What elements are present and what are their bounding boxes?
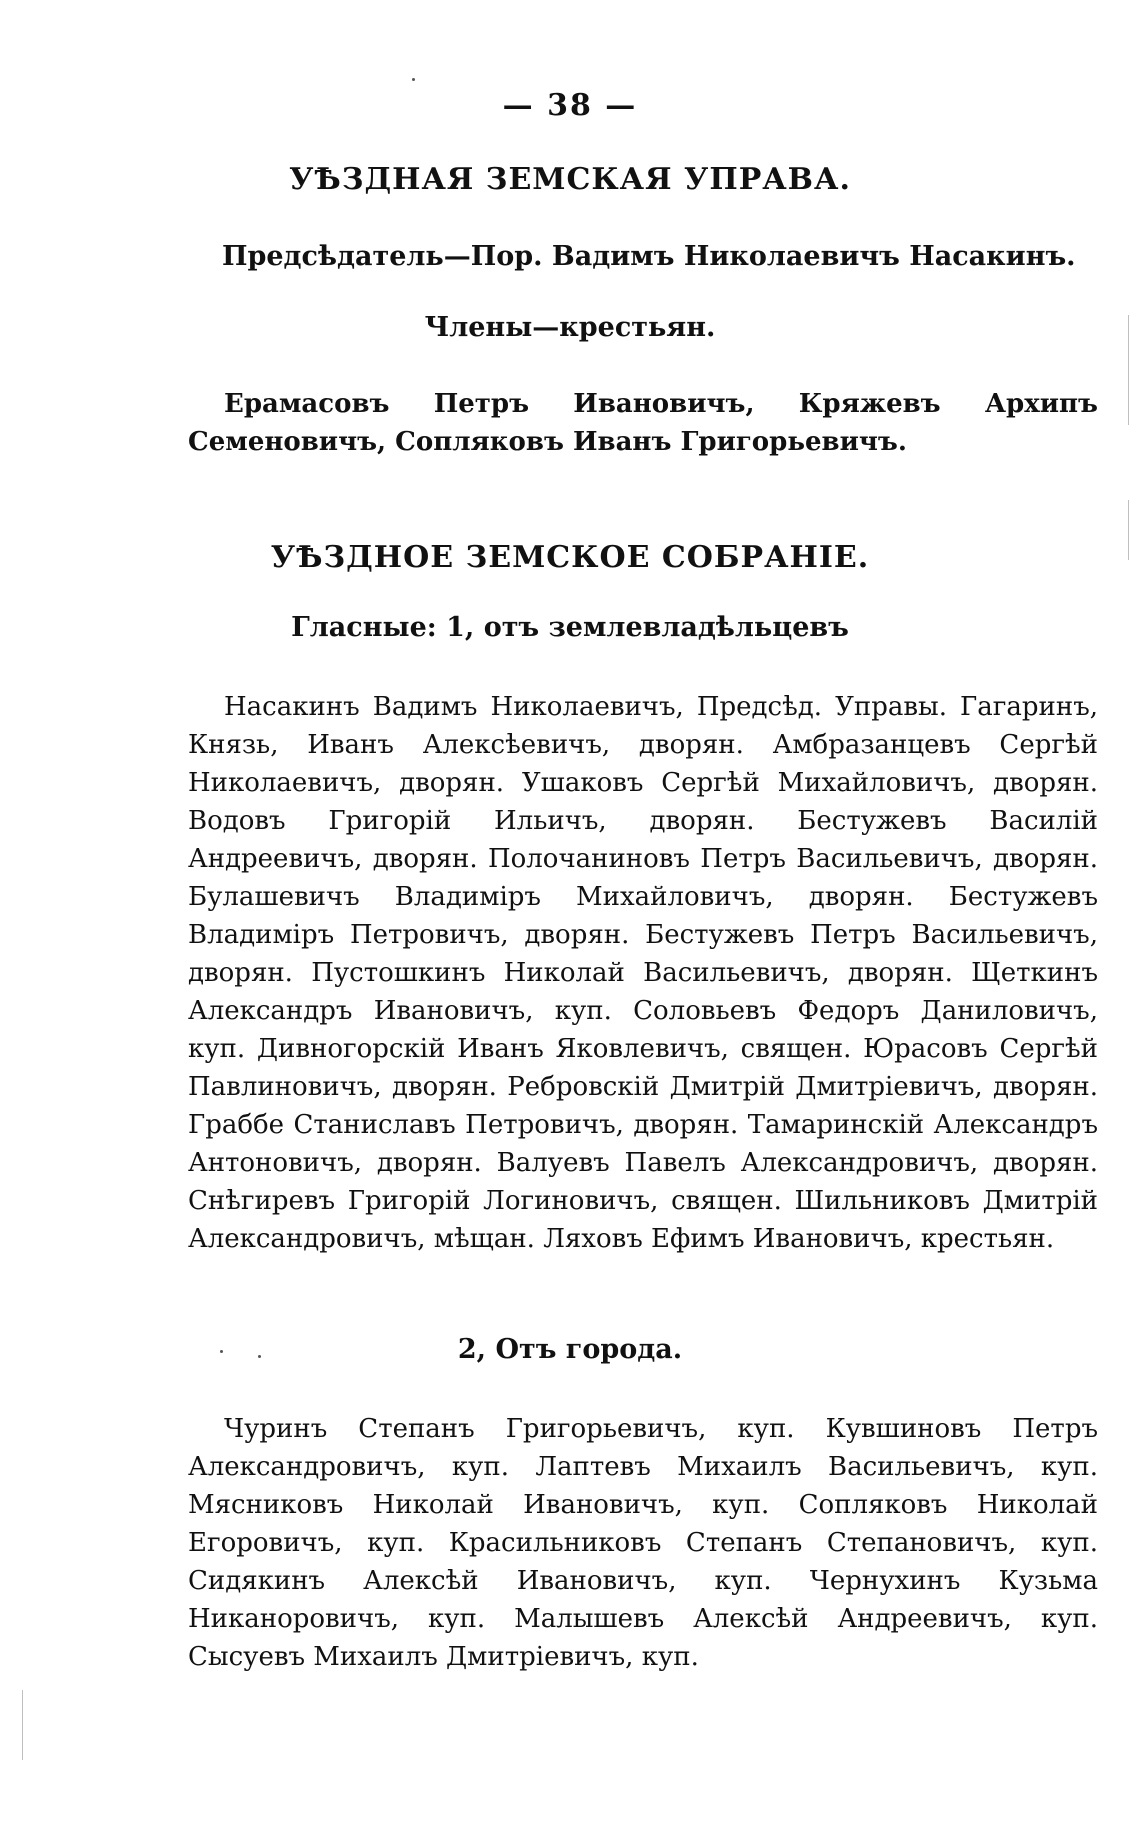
uprava-members-list: Ерамасовъ Петръ Ивановичъ, Кряжевъ Архипъ Семеновичъ, Сопляковъ Иванъ Григорьевичъ. [188, 389, 1098, 457]
landowners-list: Насакинъ Вадимъ Николаевичъ, Предсѣд. Управы. Гагаринъ, Князь, Иванъ Алексѣевичъ, дворян. Амбразанцевъ Сергѣй Николаевичъ, дворян. Ушаковъ Сергѣй Михайловичъ, дворян. Водовъ Григорій Ильичъ, дворян. Бестужевъ Василій Андреевичъ, дворян. Полочаниновъ Петръ Васильевичъ, дворян. Булашевичъ Владиміръ Михайловичъ, дворян. Бестужевъ Владиміръ Петровичъ, дворян. Бестужевъ Петръ Васильевичъ, дворян. Пустошкинъ Николай Васильевичъ, дворян. Щеткинъ Александръ Ивановичъ, куп. Соловьевъ Федоръ Даниловичъ, куп. Дивногорскій Иванъ Яковлевичъ, священ. Юрасовъ Сергѣй Павлиновичъ, дворян. Ребровскій Дмитрій Дмитріевичъ, дворян. Граббе Станиславъ Петровичъ, дворян. Тамаринскій Александръ Антоновичъ, дворян. Валуевъ Павелъ Александровичъ, дворян. Снѣгиревъ Григорій Логиновичъ, священ. Шильниковъ Дмитрій Александровичъ, мѣщан. Ляховъ Ефимъ Ивановичъ, крестьян. [188, 692, 1098, 1254]
uprava-title: УѢЗДНАЯ ЗЕМСКАЯ УПРАВА. [289, 162, 851, 197]
page-number: — 38 — [502, 88, 638, 123]
town-list: Чуринъ Степанъ Григорьевичъ, куп. Кувшиновъ Петръ Александровичъ, куп. Лаптевъ Михаилъ Васильевичъ, куп. Мясниковъ Николай Ивановичъ, куп. Сопляковъ Николай Егоровичъ, куп. Красильниковъ Степанъ Степановичъ, куп. Сидякинъ Алексѣй Ивановичъ, куп. Чернухинъ Кузьма Никаноровичъ, куп. Малышевъ Алексѣй Андреевичъ, куп. Сысуевъ Михаилъ Дмитріевичъ, куп. [188, 1414, 1098, 1672]
landowners-heading: Гласные: 1, отъ землевладѣльцевъ [291, 612, 849, 643]
uprava-members-heading: Члены—крестьян. [424, 312, 716, 343]
scan-edge-line-left [22, 1690, 23, 1760]
town-heading: 2, Отъ города. [457, 1334, 683, 1365]
uprava-chairman: Предсѣдатель—Пор. Вадимъ Николаевичъ Насакинъ. [222, 241, 1076, 272]
scan-speck [412, 78, 415, 81]
sobranie-title: УѢЗДНОЕ ЗЕМСКОЕ СОБРАНІЕ. [270, 540, 870, 575]
